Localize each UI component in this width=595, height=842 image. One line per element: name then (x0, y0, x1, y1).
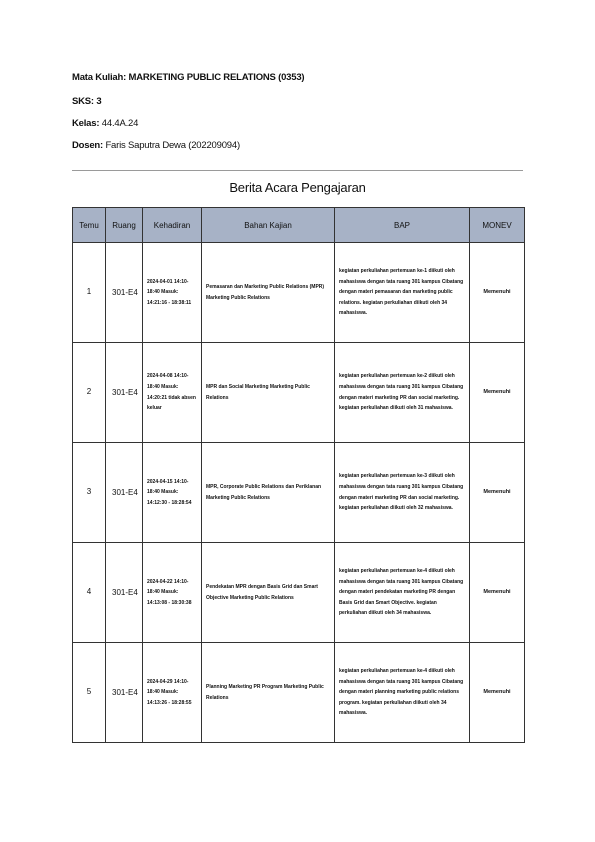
header-bap: BAP (335, 208, 470, 243)
cell-kehadiran: 2024-04-22 14:10-18:40 Masuk: 14:13:08 - 18:30:38 (143, 543, 202, 643)
page-title: Berita Acara Pengajaran (229, 180, 366, 195)
cell-bahan-kajian: Planning Marketing PR Program Marketing Public Relations (202, 643, 335, 743)
sks-line (72, 96, 101, 107)
class-label: Kelas: (72, 118, 100, 129)
cell-bahan-kajian: MPR, Corporate Public Relations dan Periklanan Marketing Public Relations (202, 443, 335, 543)
lecturer-line (72, 140, 240, 151)
cell-temu: 1 (73, 243, 106, 343)
header-temu: Temu (73, 208, 106, 243)
cell-monev: Memenuhi (470, 243, 525, 343)
course-name-label: Mata Kuliah: (72, 72, 127, 83)
sks-label: SKS: (72, 96, 94, 107)
cell-bahan-kajian: Pemasaran dan Marketing Public Relations (MPR) Marketing Public Relations (202, 243, 335, 343)
sks-value: 3 (96, 96, 102, 107)
table-row (73, 443, 525, 543)
cell-monev: Memenuhi (470, 443, 525, 543)
cell-ruang: 301-E4 (106, 343, 143, 443)
divider (72, 170, 523, 171)
cell-monev: Memenuhi (470, 643, 525, 743)
cell-kehadiran: 2024-04-08 14:10-18:40 Masuk: 14:20:21 tidak absen keluar (143, 343, 202, 443)
cell-bap: kegiatan perkuliahan pertemuan ke-4 diikuti oleh mahasiswa dengan tata ruang 301 kampus Cibatang dengan materi pendekatan marketing PR dengan Basis Grid dan Smart Objective. kegiatan perkuliahan diikuti oleh 34 mahasiswa. (335, 543, 470, 643)
cell-ruang: 301-E4 (106, 243, 143, 343)
header-ruang: Ruang (106, 208, 143, 243)
cell-temu: 4 (73, 543, 106, 643)
cell-ruang: 301-E4 (106, 543, 143, 643)
lecturer-label: Dosen: (72, 140, 103, 151)
header-bahan-kajian: Bahan Kajian (202, 208, 335, 243)
cell-ruang: 301-E4 (106, 443, 143, 543)
cell-bahan-kajian: Pendekatan MPR dengan Basis Grid dan Smart Objective Marketing Public Relations (202, 543, 335, 643)
cell-bap: kegiatan perkuliahan pertemuan ke-2 diikuti oleh mahasiswa dengan tata ruang 301 kampus Cibatang dengan materi marketing PR dan social marketing. kegiatan perkuliahan diikuti oleh 31 mahasiswa. (335, 343, 470, 443)
table-row (73, 243, 525, 343)
course-name-line (72, 72, 304, 83)
course-name-value: MARKETING PUBLIC RELATIONS (0353) (128, 72, 305, 83)
cell-monev: Memenuhi (470, 543, 525, 643)
cell-bahan-kajian: MPR dan Social Marketing Marketing Public Relations (202, 343, 335, 443)
table-header-row (73, 208, 525, 243)
cell-monev: Memenuhi (470, 343, 525, 443)
teaching-report-table (72, 207, 525, 743)
cell-bap: kegiatan perkuliahan pertemuan ke-4 diikuti oleh mahasiswa dengan tata ruang 301 kampus Cibatang dengan materi planning marketing public relations program. kegiatan perkuliahan diikuti oleh 34 mahasiswa. (335, 643, 470, 743)
cell-temu: 5 (73, 643, 106, 743)
cell-kehadiran: 2024-04-01 14:10-18:40 Masuk: 14:21:16 - 18:38:11 (143, 243, 202, 343)
class-value: 44.4A.24 (101, 118, 139, 129)
cell-bap: kegiatan perkuliahan pertemuan ke-1 diikuti oleh mahasiswa dengan tata ruang 301 kampus Cibatang dengan materi pemasaran dan marketing public relations. kegiatan perkuliahan diikuti oleh 34 mahasiswa. (335, 243, 470, 343)
table-row (73, 543, 525, 643)
cell-bap: kegiatan perkuliahan pertemuan ke-3 diikuti oleh mahasiswa dengan tata ruang 301 kampus Cibatang dengan materi marketing PR dan social marketing. kegiatan perkuliahan diikuti oleh 32 mahasiswa. (335, 443, 470, 543)
cell-ruang: 301-E4 (106, 643, 143, 743)
cell-kehadiran: 2024-04-15 14:10-18:40 Masuk: 14:12:30 - 18:28:54 (143, 443, 202, 543)
cell-kehadiran: 2024-04-29 14:10-18:40 Masuk: 14:13:26 - 18:28:55 (143, 643, 202, 743)
cell-temu: 2 (73, 343, 106, 443)
class-line (72, 118, 138, 129)
lecturer-value: Faris Saputra Dewa (202209094) (105, 140, 240, 151)
header-monev: MONEV (470, 208, 525, 243)
table-row (73, 343, 525, 443)
cell-temu: 3 (73, 443, 106, 543)
table-row (73, 643, 525, 743)
header-kehadiran: Kehadiran (143, 208, 202, 243)
